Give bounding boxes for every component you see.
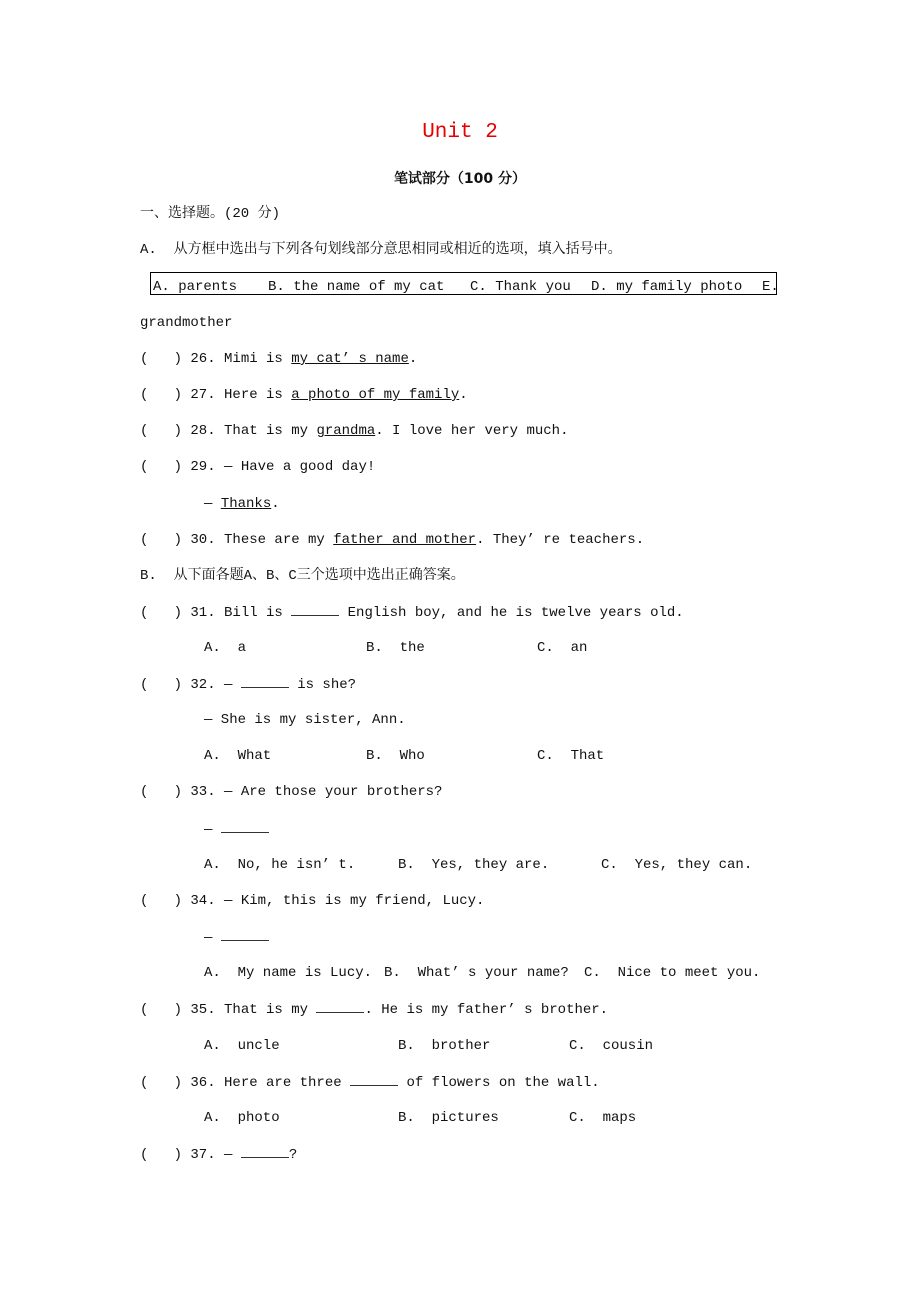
page-title: Unit 2: [422, 121, 498, 144]
word-box-option-e: E.: [762, 279, 779, 295]
part-a-instruction: A. 从方框中选出与下列各句划线部分意思相同或相近的选项，填入括号中。: [140, 242, 622, 258]
q36-option-a: A. photo: [204, 1110, 280, 1126]
q34-option-c: C. Nice to meet you.: [584, 965, 761, 981]
question-37: ( ) 37. — ?: [140, 1147, 298, 1163]
section-heading: 一、选择题。(20 分): [140, 206, 281, 222]
q32-option-c: C. That: [537, 748, 605, 764]
q31-option-a: A. a: [204, 640, 247, 656]
question-33: ( ) 33. — Are those your brothers?: [140, 784, 443, 800]
answer-blank: [241, 1145, 289, 1158]
q32-answer: — She is my sister, Ann.: [204, 712, 406, 728]
question-30: ( ) 30. These are my father and mother. They’ re teachers.: [140, 532, 645, 548]
q32-option-b: B. Who: [366, 748, 425, 764]
question-31: ( ) 31. Bill is English boy, and he is twelve years old.: [140, 605, 684, 621]
word-box-option-d: D. my family photo: [591, 279, 743, 295]
q32-option-a: A. What: [204, 748, 272, 764]
answer-blank: [316, 1000, 364, 1013]
question-35: ( ) 35. That is my . He is my father’ s brother.: [140, 1002, 609, 1018]
answer-blank: [221, 928, 269, 941]
q34-reply: —: [204, 928, 269, 947]
q36-option-b: B. pictures: [398, 1110, 499, 1126]
q36-option-c: C. maps: [569, 1110, 637, 1126]
question-36: ( ) 36. Here are three of flowers on the wall.: [140, 1075, 600, 1091]
q33-option-b: B. Yes, they are.: [398, 857, 550, 873]
answer-blank: [221, 820, 269, 833]
q35-option-a: A. uncle: [204, 1038, 280, 1054]
question-27: ( ) 27. Here is a photo of my family.: [140, 387, 468, 403]
word-box-option-c: C. Thank you: [470, 279, 571, 295]
question-28: ( ) 28. That is my grandma. I love her very much.: [140, 423, 569, 439]
q33-option-c: C. Yes, they can.: [601, 857, 753, 873]
question-26: ( ) 26. Mimi is my cat’ s name.: [140, 351, 418, 367]
section-subtitle: 笔试部分（100 分）: [393, 171, 527, 187]
word-box-option-b: B. the name of my cat: [268, 279, 445, 295]
q34-option-a: A. My name is Lucy.: [204, 965, 373, 981]
q35-option-c: C. cousin: [569, 1038, 654, 1054]
q35-option-b: B. brother: [398, 1038, 491, 1054]
answer-blank: [291, 603, 339, 616]
word-box-option-a: A. parents: [153, 279, 238, 295]
question-34: ( ) 34. — Kim, this is my friend, Lucy.: [140, 893, 485, 909]
answer-blank: [241, 675, 289, 688]
q33-reply: —: [204, 820, 269, 839]
q31-option-b: B. the: [366, 640, 425, 656]
q34-option-b: B. What’ s your name?: [384, 965, 569, 981]
question-29-reply: — Thanks.: [204, 496, 280, 512]
word-box-wrap: grandmother: [140, 315, 233, 331]
q33-option-a: A. No, he isn’ t.: [204, 857, 356, 873]
question-32: ( ) 32. — is she?: [140, 677, 357, 693]
part-b-instruction: B. 从下面各题A、B、C三个选项中选出正确答案。: [140, 568, 465, 584]
question-29: ( ) 29. — Have a good day!: [140, 459, 376, 475]
q31-option-c: C. an: [537, 640, 588, 656]
answer-blank: [350, 1073, 398, 1086]
